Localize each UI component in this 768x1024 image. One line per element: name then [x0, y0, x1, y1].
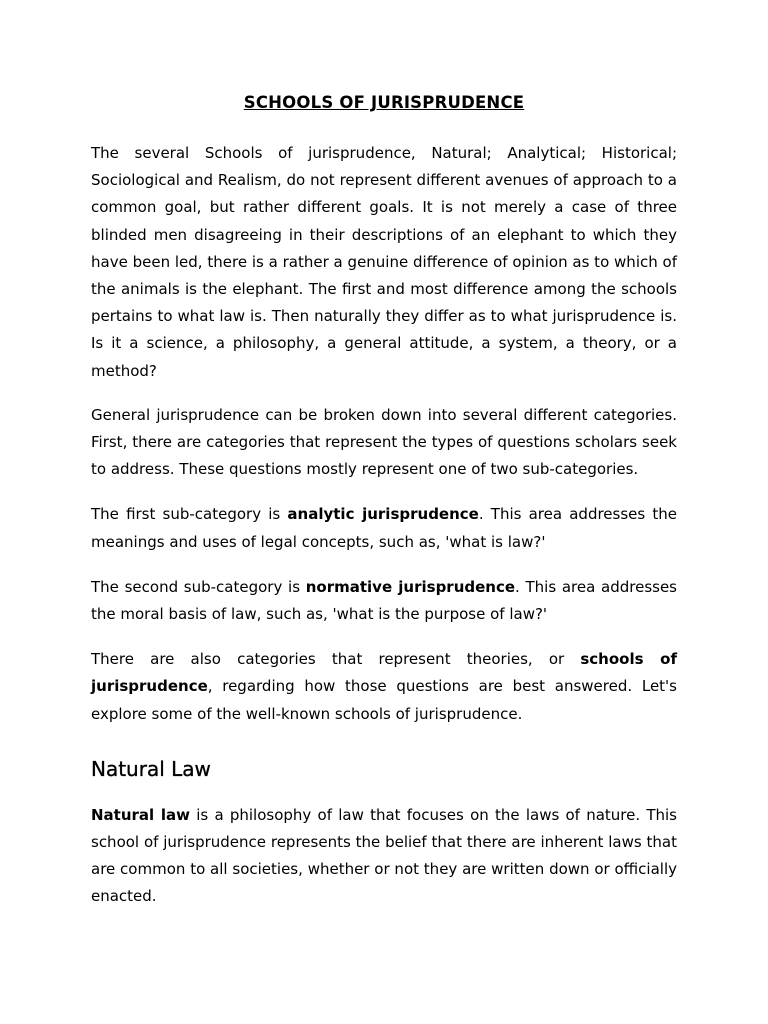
term-analytic-jurisprudence: analytic jurisprudence	[287, 505, 479, 524]
paragraph-normative-before: The second sub-category is	[91, 577, 306, 596]
paragraph-general-jurisprudence: General jurisprudence can be broken down into several different categories. First, there are categories that represent the types of questions scholars seek to address. These questions mostly represent one of two sub-categories.	[91, 405, 677, 479]
paragraph-analytic-after: . This area addresses the meanings and uses of legal concepts, such as, 'what is law?'	[91, 505, 677, 551]
paragraph-schools-before: There are also categories that represent theories, or	[91, 650, 581, 669]
paragraph-normative	[91, 574, 677, 628]
section-heading-natural-law: Natural Law	[91, 756, 211, 781]
paragraph-schools-after: , regarding how those questions are best answered. Let's explore some of the well-known schools of jurisprudence.	[91, 677, 677, 723]
term-normative-jurisprudence: normative jurisprudence	[305, 577, 516, 596]
paragraph-intro: The several Schools of jurisprudence, Natural; Analytical; Historical; Sociological and Realism, do not represent different avenues of approach to a common goal, but rather different goals. It is not merely a case of three blinded men disagreeing in their descriptions of an elephant to which they have been led, there is a rather a genuine difference of opinion as to which of the animals is the elephant. The first and most difference among the schools pertains to what law is. Then naturally they differ as to what jurisprudence is. Is it a science, a philosophy, a general attitude, a system, a theory, or a method?	[91, 144, 677, 380]
document-page	[91, 92, 677, 929]
paragraph-natural-law	[91, 802, 677, 911]
document-title: SCHOOLS OF JURISPRUDENCE	[243, 93, 525, 112]
paragraph-schools	[91, 646, 677, 728]
paragraph-natural-law-after: is a philosophy of law that focuses on the laws of nature. This school of jurisprudence represents the belief that there are inherent laws that are common to all societies, whether or not they are written down or officially enacted.	[91, 805, 677, 906]
paragraph-analytic	[91, 501, 677, 555]
term-natural-law: Natural law	[91, 805, 190, 824]
term-schools-of-jurisprudence: schools of jurisprudence	[91, 650, 677, 696]
paragraph-normative-after: . This area addresses the moral basis of law, such as, 'what is the purpose of law?'	[91, 577, 677, 624]
paragraph-analytic-before: The first sub-category is	[91, 505, 288, 524]
